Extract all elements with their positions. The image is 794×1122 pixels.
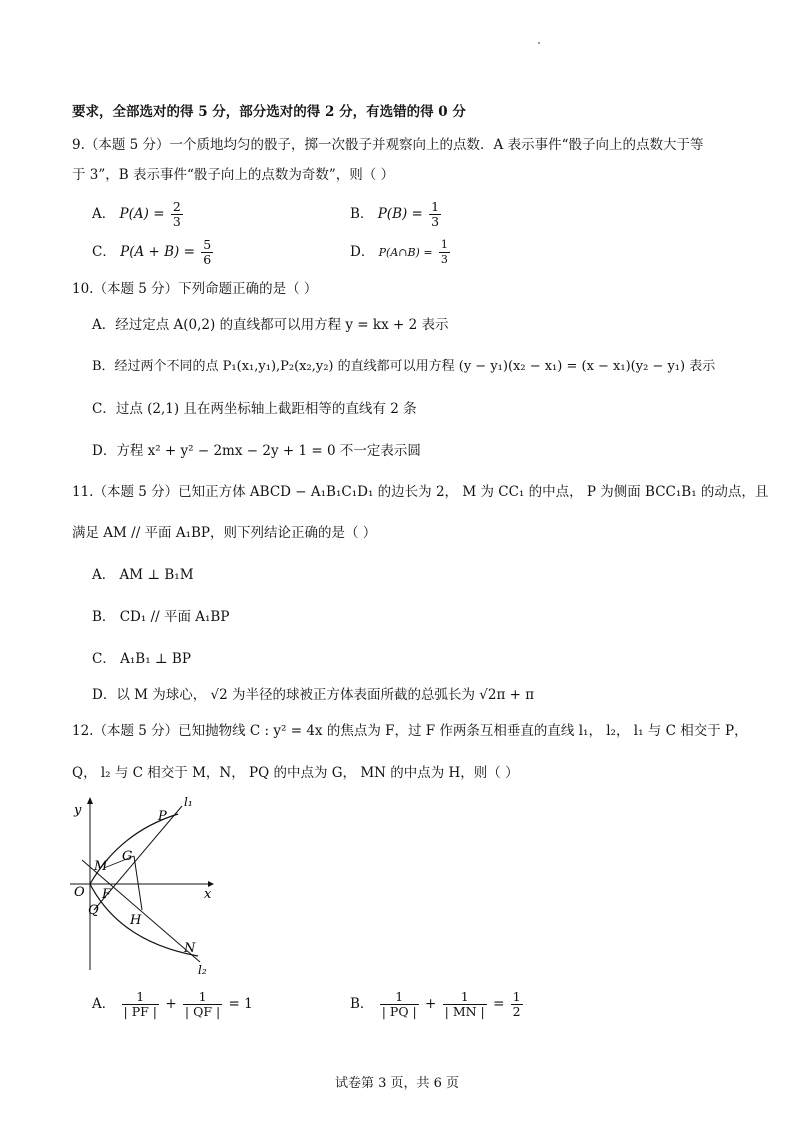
scan-dot (538, 42, 540, 44)
option-label: C． (92, 244, 116, 260)
denominator: 3 (172, 214, 181, 229)
q9-stem-line1: 9.（本题 5 分）一个质地均匀的骰子，掷一次骰子并观察向上的点数．A 表示事件“骰子向上的点数大于等 (72, 137, 704, 153)
fraction (429, 200, 441, 229)
label-l1: l₁ (184, 795, 193, 809)
q9-option-b (350, 200, 443, 229)
numerator: 1 (440, 238, 448, 251)
option-label: D． (350, 244, 375, 260)
label-f: F (102, 887, 112, 902)
q11-option-d: D．以 M 为球心， √2 为半径的球被正方体表面所截的总弧长为 √2π + π (92, 687, 535, 703)
math-expression: P(A) = (119, 206, 165, 222)
label-n: N (184, 941, 196, 956)
q12-stem-line1: 12.（本题 5 分）已知抛物线 C : y² = 4x 的焦点为 F，过 F 作两条互相垂直的直线 l₁， l₂， l₁ 与 C 相交于 P， (72, 723, 748, 739)
label-g: G (122, 849, 133, 864)
q10-option-d: D．方程 x² + y² − 2mx − 2y + 1 = 0 不一定表示圆 (92, 443, 421, 459)
label-o: O (74, 885, 85, 900)
q11-option-c: C． A₁B₁ ⊥ BP (92, 651, 191, 667)
fraction (380, 990, 419, 1019)
fraction (443, 990, 487, 1019)
plus-sign: + (165, 996, 177, 1012)
q9-option-c (92, 238, 215, 267)
option-label: B． (350, 206, 374, 222)
label-m: M (94, 859, 108, 874)
denominator: | QF | (184, 1004, 221, 1019)
fraction (122, 990, 159, 1019)
segment-gh (134, 856, 142, 910)
instruction-note: 要求，全部选对的得 5 分，部分选对的得 2 分，有选错的得 0 分 (72, 104, 466, 120)
plus-sign: + (425, 996, 437, 1012)
equation-rhs: = 1 (228, 996, 253, 1012)
fraction (439, 238, 450, 267)
q9-option-a (92, 200, 185, 229)
numerator: 1 (380, 990, 419, 1005)
numerator: 2 (172, 199, 181, 214)
q12-option-a (92, 990, 253, 1019)
numerator: 1 (431, 199, 440, 214)
page-footer: 试卷第 3 页，共 6 页 (334, 1076, 460, 1091)
fraction (171, 200, 183, 229)
math-expression: P(A∩B) = (378, 246, 433, 259)
fraction (511, 990, 523, 1019)
q10-option-c: C．过点 (2,1) 且在两坐标轴上截距相等的直线有 2 条 (92, 401, 417, 417)
q12-stem-line2: Q， l₂ 与 C 相交于 M，N， PQ 的中点为 G， MN 的中点为 H，则（ ） (72, 765, 519, 781)
q10-option-a: A．经过定点 A(0,2) 的直线都可以用方程 y = kx + 2 表示 (92, 317, 449, 333)
label-y: y (74, 803, 82, 818)
numerator: 1 (512, 989, 521, 1004)
numerator: 1 (122, 990, 159, 1005)
q10-option-b: B．经过两个不同的点 P₁(x₁,y₁),P₂(x₂,y₂) 的直线都可以用方程 (y − y₁)(x₂ − x₁) = (x − x₁)(y₂ − y₁) 表示 (92, 359, 716, 374)
denominator: | PQ | (381, 1004, 417, 1019)
fraction (183, 990, 222, 1019)
line-l2 (82, 860, 200, 962)
q11-option-a: A． AM ⊥ B₁M (92, 567, 194, 583)
y-axis-arrow (87, 797, 93, 804)
label-h: H (130, 913, 142, 928)
option-label: A． (92, 206, 116, 222)
denominator: 6 (203, 252, 212, 267)
math-expression: P(A + B) = (120, 244, 195, 260)
denominator: 3 (431, 214, 440, 229)
fraction (201, 238, 213, 267)
label-q: Q (88, 903, 99, 918)
q11-stem-line1: 11.（本题 5 分）已知正方体 ABCD − A₁B₁C₁D₁ 的边长为 2， M 为 CC₁ 的中点， P 为侧面 BCC₁B₁ 的动点，且 (72, 484, 769, 500)
numerator: 5 (203, 237, 212, 252)
q12-option-b (350, 990, 525, 1019)
equals-sign: = (493, 996, 505, 1012)
denominator: 2 (512, 1004, 521, 1019)
label-x: x (204, 887, 212, 902)
denominator: | PF | (123, 1004, 158, 1019)
q11-stem-line2: 满足 AM // 平面 A₁BP，则下列结论正确的是（ ） (72, 525, 377, 541)
option-label: A． (92, 996, 116, 1012)
label-p: P (158, 809, 167, 824)
q9-option-d (350, 238, 452, 267)
label-l2: l₂ (198, 963, 207, 977)
q9-stem-line2: 于 3”，B 表示事件“骰子向上的点数为奇数”，则（ ） (72, 167, 395, 183)
math-expression: P(B) = (377, 206, 423, 222)
q11-option-b: B． CD₁ // 平面 A₁BP (92, 609, 230, 625)
parabola-figure (60, 792, 220, 982)
denominator: | MN | (444, 1004, 485, 1019)
q10-stem: 10.（本题 5 分）下列命题正确的是（ ） (72, 281, 318, 297)
option-label: B． (350, 996, 374, 1012)
denominator: 3 (440, 253, 448, 266)
numerator: 1 (443, 990, 487, 1005)
numerator: 1 (183, 990, 222, 1005)
parabola-curve (90, 814, 198, 956)
